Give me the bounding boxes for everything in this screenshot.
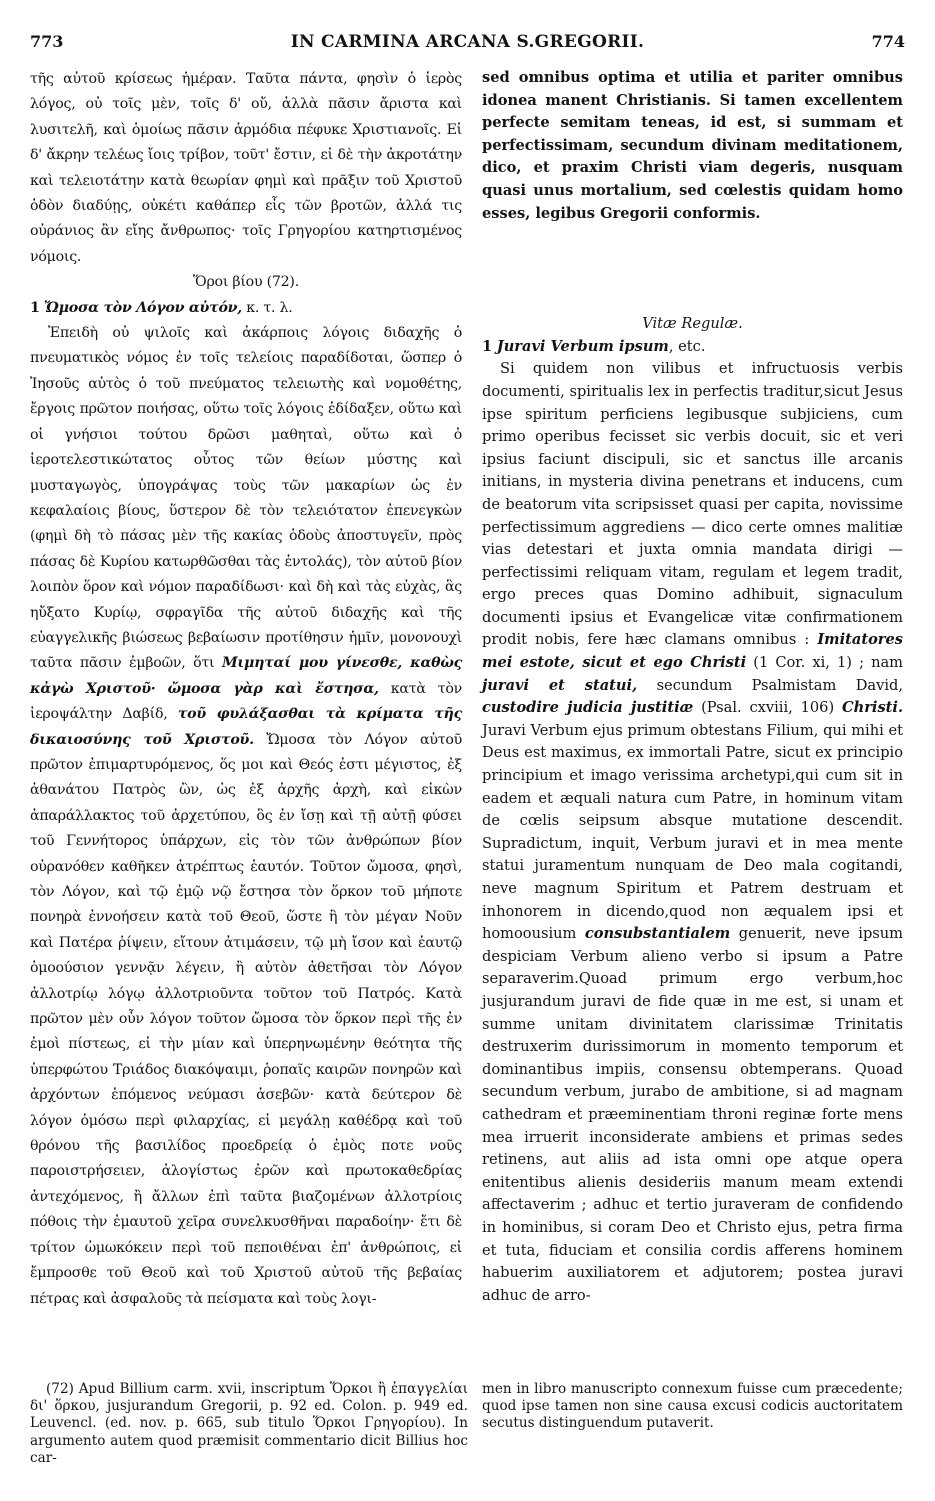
running-title: IN CARMINA ARCANA S.GREGORII. [290, 32, 645, 52]
latin-column [482, 67, 903, 1307]
latin-intro-paragraph: sed omnibus optima et utilia et pariter omnibus idonea manent Christianis. Si tamen excellentem perfecte semitam teneas, id est, si summam et perfectissimam, secundum divinam meditationem, dico, et praxim Christi viam degeris, nusquam quasi unus mortalium, sed cœlestis quidam homo esses, legibus Gregorii conformis. [482, 69, 903, 222]
greek-quote-imitators: Μιμηταί μου γίνεσθε, καθὼς κἀγὼ Χριστοῦ· [30, 655, 462, 697]
latin-body-text: Si quidem non vilibus et infructuosis verbis documenti, spiritualis lex in perfectis traditur,sicut Jesus ipse spiritum perficiens legibusque subjiciens, cum primo operibus fecisset sic verbis docuit, sic et veri ipsius faciunt discipuli, sic et sanctus ille arcanis initians, in mysteria divina penetrans et inducens, cum de beatorum vita scripsisset quasi per capita, novissime perfectissimum aggrediens — dico certe omnes malitiæ vias detestari et juxta omnia mandata dirigi — perfectissimi reliquam vitam, regulam et legem tradit, ergo preces quas Domino adhibuit, signaculum documenti ipsius et Evangelicæ vitæ confirmationem prodit nobis, fere hæc clamans omnibus : [482, 360, 903, 649]
latin-body-text-psalmist: secundum Psalmistam David, [656, 676, 904, 694]
greek-body-paragraph [30, 321, 462, 1312]
footnote-left [30, 1381, 468, 1467]
greek-body-text-continued: Ὤμοσα τὸν Λόγον αὐτοῦ πρῶτον ἐπιμαρτυρόμενος, ὅς μοι καὶ Θεός ἐστι μέγιστος, ἐξ ἀθανάτου Πατρὸς ὢν, ὡς ἐξ ἀρχῆς ἀρχὴ, καὶ εἰκὼν ἀπαράλλακτος τοῦ ἀρχετύπου, ὃς ἐν ἴσῃ καὶ τῇ αὐτῇ φύσει τοῦ Γεννήτορος ὑπάρχων, εἰς τὸν τῶν ἀνθρώπων βίον οὐρανόθεν καθῆκεν ἀτρέπτως ἑαυτόν. Τοῦτον ὤμοσα, φησὶ, τὸν Λόγον, καὶ τῷ ἐμῷ νῷ ἔστησα τὸν ὅρκον τοῦ μήποτε πονηρὰ ἐννοήσειν κατὰ τοῦ Θεοῦ, ὥστε ἢ τὸν μέγαν Νοῦν καὶ Πατέρα ῥίψειν, εἴτουν ἀτιμάσειν, τῷ μὴ ἴσον καὶ ἑαυτῷ ὁμοούσιον γεννᾷν λέγειν, ἢ αὐτὸν ἀθετῆσαι τὸν Λόγον ἀλλοτρίῳ λόγῳ ἀλλοτριοῦντα τοῦτον τοῦ Πατρός. Κατὰ πρῶτον μὲν οὖν λόγον τοῦτον ὤμοσα τὸν ὅρκον περὶ τῆς ἐν ἐμοὶ πίστεως, εἰ τὴν μίαν καὶ ὑπερηνωμένην θεότητα τῆς ὑπερφώτου Τριάδος διακόψαιμι, ῥοπαῖς καιρῶν πονηρῶν καὶ ἀρχόντων ἑπόμενος νεύμασι ἀσεβῶν· κατὰ δεύτερον δὲ λόγον ὀμόσω περὶ φιλαρχίας, εἰ μεγάλῃ καθέδρᾳ καὶ τοῦ θρόνου τῆς βασιλίδος προεδρείᾳ ὁ ἐμὸς ποτε νοῦς παροιστρήσειεν, ἀλογίστως ἐρῶν καὶ πρωτοκαθεδρίας ἀντεχόμενος, ἢ ἄλλων ἐπὶ ταῦτα βιαζομένων ἀλλοτρίοις πόθοις τὴν ἐμαυτοῦ χεῖρα συνελκυσθῆναι παραδοίην· ἔτι δὲ τρίτον ὠμωκόκειν περὶ τοῦ πεποιθέναι ἐπ' ἀνθρώποις, εἰ ἔμπροσθε τοῦ Θεοῦ καὶ τοῦ Χριστοῦ αὐτοῦ τῆς βεβαίας πέτρας καὶ ἀσφαλοῦς τὰ πείσματα καὶ τοὺς λογι- [30, 731, 462, 1307]
greek-lemma-etc: κ. τ. λ. [246, 299, 293, 316]
footnote-right [482, 1381, 903, 1433]
greek-lemma [30, 296, 462, 321]
latin-lemma-number: 1 [482, 337, 493, 355]
greek-lemma-number: 1 [30, 299, 40, 316]
latin-lemma-etc: , etc. [668, 337, 706, 355]
page-number-left: 773 [30, 32, 64, 51]
greek-body-text: Ἐπειδὴ οὐ ψιλοῖς καὶ ἀκάρποις λόγοις διδαχῆς ὁ πνευματικὸς νόμος ἐν τοῖς τελείοις παραδίδοται, ὥσπερ ὁ Ἰησοῦς αὐτὸς ὁ τοῦ πνεύματος τελειωτὴς καὶ νομοθέτης, ἔργοις πρῶτον ποιήσας, οὕτω τοῖς λόγοις ἐδίδαξεν, οὕτω καὶ οἱ γνήσιοι τούτου δρῶσι μαθηταὶ, οὕτω καὶ ὁ ἱεροτελεστικώτατος οὗτος τῶν θείων μύστης καὶ μυσταγωγὸς, ὑπογράψας τοὺς τῶν μακαρίων ὡς ἐν κεφαλαίοις βίους, ὕστερον δὲ τὸν τελειότατον ἐπενεγκὼν (φημὶ δὴ τὸ πάσας μὲν τῆς κακίας ὁδοὺς ἀποστυγεῖν, πρὸς πάσας δὲ Κυρίου κατωρθῶσθαι τὰς ἐντολάς), τὸν αὐτοῦ βίον λοιπὸν ὅρον καὶ νόμον παραδίδωσι· καὶ δὴ καὶ τὰς εὐχὰς, ἃς ηὔξατο Κυρίῳ, σφραγῖδα τῆς αὐτοῦ διδαχῆς καὶ τῆς εὐαγγελικῆς βιώσεως βεβαίωσιν προτίθησιν ἡμῖν, μονονουχὶ ταῦτα πᾶσιν ἐμβοῶν, ὅτι [30, 325, 462, 672]
greek-quote-judgments: τοῦ φυλάξασθαι τὰ κρίματα τῆς δικαιοσύνης τοῦ Χριστοῦ. [30, 706, 462, 748]
latin-body-text-final: genuerit, neve ipsum despiciam Verbum alieno verbo si ipsum a Patre separaverim.Quoad primum ergo verbum,hoc jusjurandum juravi de fide quæ in me est, si unam et summe unitam divinitatem clarissimæ Trinitatis destruxerim durissimorum in momento temporum et dominantibus impiis, consensu obtemperans. Quoad secundum verbum, jurabo de ambitione, si ad magnam cathedram et præeminentiam throni reginæ forte mens mea irruerit inconsiderate ambiens et primas sedes retinens, aut aliis ad ista omni ope atque opera enitentibus alienis desideriis manum meam extendi affectaverim ; adhuc et tertio juraveram de confidendo in hominibus, si coram Deo et Christo ejus, petra firma et tuta, fiduciam et consilia cordis afferens hominem habuerim auxiliatorem et adjutorem; postea juravi adhuc de arro- [482, 925, 904, 1304]
latin-quote-imitators: Imitatores mei estote, sicut et ego Christi [482, 631, 904, 672]
latin-title-text: Vitæ Regulæ. [642, 315, 743, 333]
latin-reference-cor: (1 Cor. xi, 1) ; nam [753, 654, 904, 672]
latin-body-text-continued: Juravi Verbum ejus primum obtestans Filium, qui mihi et Deus est maximus, ex immortali Patre, sicut ex principio principium et imago verissima archetypi,qui cum sit in eadem et æquali natura cum Patre, in hominum vitam de cœlis seipsum absque mutatione descendit. Supradictum, inquit, Verbum juravi et in mea mente statui juramentum nunquam de Deo mala cogitandi, neve magnum Spiritum et Patrem destruam et inhonorem in dicendo,quod non æqualem ipsi et homoousium [482, 721, 903, 943]
greek-lemma-text: Ὤμοσα τὸν Λόγον αὐτόν, [43, 299, 242, 316]
footnote-left-text: (72) Apud Billium carm. xvii, inscriptum Ὅρκοι ἢ ἐπαγγελίαι δι' ὅρκου, jusjurandum Gregorii, p. 92 ed. Colon. p. 949 ed. Leuvencl. (ed. nov. p. 665, sub titulo Ὅρκοι Γρηγορίου). In argumento autem quod præmisit commentario dicit Billius hoc car- [30, 1381, 468, 1466]
latin-body-paragraph [482, 358, 903, 1307]
greek-intro-paragraph: τῆς αὐτοῦ κρίσεως ἡμέραν. Ταῦτα πάντα, φησὶν ὁ ἱερὸς λόγος, οὐ τοῖς μὲν, τοῖς δ' οὔ, ἀλλὰ πᾶσιν ἄριστα καὶ λυσιτελῆ, καὶ ὁμοίως πᾶσιν ἁρμόδια πέφυκε Χριστιανοῖς. Εἰ δ' ἄκρην τελέως ἴοις τρίβον, τοῦτ' ἔστιν, εἰ δὲ τὴν ἀκροτάτην καὶ τελειοτάτην κατὰ θεωρίαν φημὶ καὶ πρᾶξιν τοῦ Χριστοῦ ὁδὸν διαδύῃς, οὐκέτι καθάπερ εἷς τῶν βροτῶν, ἀλλά τις οὐράνιος ἂν εἴης ἄνθρωπος· τοῖς Γρηγορίου κατηρτισμένος νόμοις. [30, 71, 462, 265]
latin-quote-christi: Christi. [841, 699, 904, 717]
footnote-right-text: men in libro manuscripto connexum fuisse cum præcedente; quod ipse tamen non sine causa excusi codicis auctoritatem secutus distinguendum putaverit. [482, 1381, 903, 1432]
latin-lemma [482, 336, 903, 359]
latin-section-title [482, 313, 903, 336]
latin-quote-custodire: custodire judicia justitiæ [482, 699, 694, 717]
latin-quote-juravi: juravi et statui, [482, 676, 638, 694]
page-header [0, 32, 935, 58]
latin-quote-consubstantialem: consubstantialem [584, 925, 731, 943]
greek-section-title: Ὅροι βίου (72). [193, 274, 299, 291]
greek-quote-swore: ὤμοσα γὰρ καὶ ἔστησα, [167, 680, 379, 697]
greek-body-text-david: κατὰ τὸν ἱεροψάλτην Δαβίδ, [30, 680, 463, 723]
greek-column [30, 67, 462, 1312]
latin-reference-psal: (Psal. cxviii, 106) [701, 699, 835, 717]
page-number-right: 774 [871, 32, 905, 51]
latin-lemma-text: Juravi Verbum ipsum [496, 337, 669, 355]
